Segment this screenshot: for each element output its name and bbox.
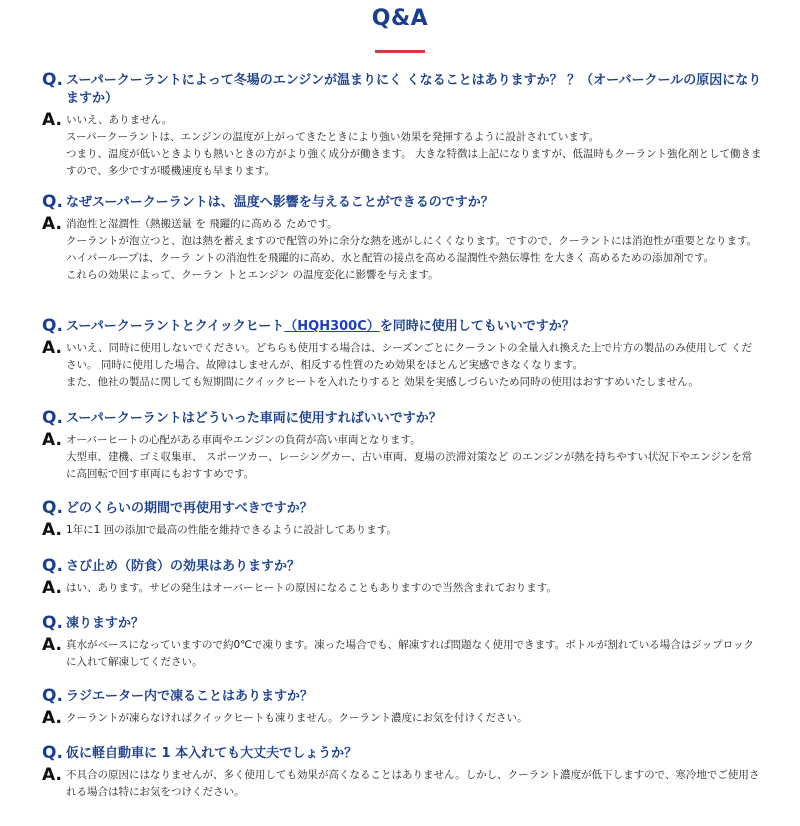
question-marker: Q. <box>42 686 63 706</box>
answer-line: クーラントが凍らなければクイックヒートも凍りません。クーラント濃度にお気を付けください。 <box>66 712 528 724</box>
question-marker: Q. <box>42 556 63 576</box>
qa-item-1 <box>42 72 762 180</box>
answer-row <box>42 112 762 180</box>
question-text: 仮に軽自動車に 1 本入れても大丈夫でしょうか？ <box>66 746 358 761</box>
qa-item-5 <box>42 500 762 539</box>
answer-line: いいえ、同時に使用しないでください。どちらも使用する場合は、シーズンごとにクーラントの全量入れ換えた上で片方の製品のみ使用して ください。 同時に使用した場合、故障はしませんが、相反する性質のため効果をほとんど実感できなくなります。 <box>66 342 752 371</box>
answer-row <box>42 637 762 671</box>
answer-marker: A. <box>42 635 62 655</box>
answer-row <box>42 522 762 539</box>
answer-line: 1年に1 回の添加で最高の性能を維持できるように設計してあります。 <box>66 524 397 536</box>
answer-marker: A. <box>42 765 62 785</box>
answer-line: 真水がベースになっていますので約0℃で凍ります。凍った場合でも、解凍すれば問題なく使用できます。ボトルが割れている場合はジップロックに入れて解凍してください。 <box>66 639 755 668</box>
question-marker: Q. <box>42 408 63 428</box>
qa-item-3 <box>42 318 762 391</box>
question-marker: Q. <box>42 613 63 633</box>
product-link[interactable]: （HQH300C） <box>284 319 380 334</box>
question-text: さび止め（防食）の効果はありますか？ <box>66 559 301 574</box>
qa-item-4 <box>42 410 762 483</box>
answer-marker: A. <box>42 520 62 540</box>
answer-marker: A. <box>42 708 62 728</box>
answer-line: スーパークーラントは、エンジンの温度が上がってきたときにより強い効果を発揮するように設計されています。 <box>66 131 600 143</box>
question-row <box>42 558 762 576</box>
qa-item-2 <box>42 194 762 284</box>
answer-text <box>66 216 762 284</box>
question-text-after: を同時に使用してもいいですか？ <box>379 319 575 334</box>
answer-line: はい、あります。サビの発生はオーバーヒートの原因になることもありますので当然含まれております。 <box>66 582 557 594</box>
question-marker: Q. <box>42 498 63 518</box>
question-row <box>42 410 762 428</box>
title-underline <box>375 50 425 53</box>
question-text-before: スーパークーラントとクイックヒート <box>66 319 285 334</box>
question-row <box>42 194 762 212</box>
question-marker: Q. <box>42 316 63 336</box>
question-row <box>42 318 762 336</box>
question-row <box>42 615 762 633</box>
answer-row <box>42 216 762 284</box>
answer-line: また、他社の製品に関しても短期間にクイックヒートを入れたりすると 効果を実感しづらいため同時の使用はおすすめいたしません。 <box>66 376 699 388</box>
question-text: どのくらいの期間で再使用すべきですか？ <box>66 501 313 516</box>
answer-line: 消泡性と湿潤性（熱搬送量 を 飛躍的に高める ためです。 <box>66 218 338 230</box>
question-row <box>42 688 762 706</box>
question-marker: Q. <box>42 192 63 212</box>
question-text: スーパークーラントによって冬場のエンジンが温まりにく くなることはありますか？ ？（オーバークールの原因になりますか） <box>66 73 762 106</box>
answer-marker: A. <box>42 110 62 130</box>
answer-line: オーバーヒートの心配がある車両やエンジンの負荷が高い車両となります。 <box>66 434 421 446</box>
qa-item-8 <box>42 688 762 727</box>
question-row <box>42 500 762 518</box>
answer-row <box>42 580 762 597</box>
answer-text <box>66 112 762 180</box>
answer-row <box>42 767 762 801</box>
answer-text <box>66 432 762 483</box>
answer-line: 大型車、建機、ゴミ収集車、 スポーツカー、レーシングカー、古い車両、夏場の渋滞対策など のエンジンが熱を持ちやすい状況下やエンジンを常に高回転で回す車両にもおすすめです。 <box>66 451 753 480</box>
answer-text <box>66 340 762 391</box>
question-text <box>66 318 762 336</box>
question-text: 凍りますか？ <box>66 616 145 631</box>
answer-line: 不具合の原因にはなりませんが、多く使用しても効果が高くなることはありません。しかし、クーラント濃度が低下しますので、寒冷地でご使用される場合は特にお気をつけください。 <box>66 769 760 798</box>
answer-text <box>66 522 762 539</box>
answer-line: いいえ、ありません。 <box>66 114 173 126</box>
question-marker: Q. <box>42 743 63 763</box>
answer-marker: A. <box>42 430 62 450</box>
qa-item-7 <box>42 615 762 671</box>
answer-row <box>42 710 762 727</box>
answer-text <box>66 580 762 597</box>
answer-row <box>42 340 762 391</box>
question-text: スーパークーラントはどういった車両に使用すればいいですか？ <box>66 411 442 426</box>
question-row <box>42 745 762 763</box>
answer-text <box>66 637 762 671</box>
answer-line: これらの効果によって、クーラン トとエンジン の温度変化に影響を与えます。 <box>66 269 439 281</box>
answer-text <box>66 710 762 727</box>
answer-marker: A. <box>42 338 62 358</box>
qa-item-9 <box>42 745 762 801</box>
answer-text <box>66 767 762 801</box>
answer-marker: A. <box>42 214 62 234</box>
answer-row <box>42 432 762 483</box>
qa-item-6 <box>42 558 762 597</box>
question-text: なぜスーパークーラントは、温度へ影響を与えることができるのですか？ <box>66 195 494 210</box>
answer-marker: A. <box>42 578 62 598</box>
answer-line: つまり、温度が低いときよりも熱いときの方がより強く成分が働きます。 大きな特徴は上記になりますが、低温時もクーラント強化剤として働きますので、多少ですが暖機速度も早まります。 <box>66 148 762 177</box>
page-title: Q&A <box>371 6 429 31</box>
answer-line: クーラントが泡立つと、泡は熱を蓄えますので配管の外に余分な熱を逃がしにくくなります。ですので、クーラントには消泡性が重要となります。ハイパーループは、クーラ ントの消泡性を飛躍的に高め、水と配管の接点を高める湿潤性や熱伝導性 を大きく 高めるための添加剤です。 <box>66 235 758 264</box>
question-marker: Q. <box>42 70 63 90</box>
question-text: ラジエーター内で凍ることはありますか？ <box>66 689 314 704</box>
question-row <box>42 72 762 108</box>
